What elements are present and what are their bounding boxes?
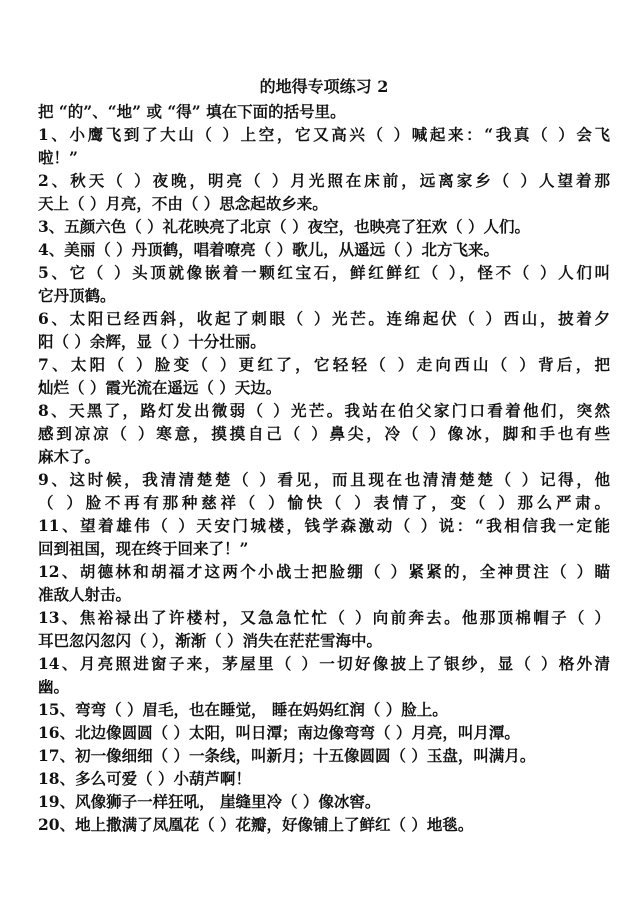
question-item-2 xyxy=(38,169,610,215)
question-line: 感到凉凉（ ）寒意，摸摸自己（ ）鼻尖，冷（ ）像冰，脚和手也有些 xyxy=(38,424,610,443)
question-item-6 xyxy=(38,307,610,353)
question-item-9 xyxy=(38,468,610,514)
question-line: 8、天黑了，路灯发出微弱（ ）光芒。我站在伯父家门口看着他们，突然 xyxy=(38,401,610,420)
question-line: 准敌人射击。 xyxy=(38,585,132,604)
question-line: 它丹顶鹤。 xyxy=(38,286,116,305)
question-item-19 xyxy=(38,790,610,813)
question-item-1 xyxy=(38,123,610,169)
question-item-14 xyxy=(38,652,610,698)
question-line: 18、多么可爱（ ）小葫芦啊！ xyxy=(38,769,251,788)
question-item-12 xyxy=(38,560,610,606)
question-line: 5、它（ ）头顶就像嵌着一颗红宝石，鲜红鲜红（ ），怪不（ ）人们叫 xyxy=(38,263,610,282)
question-line: 12、胡德林和胡福才这两个小战士把脸绷（ ）紧紧的，全神贯注（ ）瞄 xyxy=(38,562,610,581)
question-item-3 xyxy=(38,215,610,238)
question-line: 4、美丽（ ）丹顶鹤，唱着嘹亮（ ）歌儿，从遥远（ ）北方飞来。 xyxy=(38,240,499,259)
question-item-16 xyxy=(38,721,610,744)
question-item-20 xyxy=(38,813,610,836)
question-item-15 xyxy=(38,698,610,721)
question-line: 19、风像狮子一样狂吼， 崖缝里冷（ ）像冰窖。 xyxy=(38,792,381,811)
question-list xyxy=(38,123,610,836)
question-line: （ ）脸不再有那种慈祥（ ）愉快（ ）表情了，变（ ）那么严肃。 xyxy=(38,493,610,512)
page-title: 的地得专项练习 2 xyxy=(259,77,389,96)
question-line: 1、小鹰飞到了大山（ ）上空，它又高兴（ ）喊起来：“我真（ ）会飞 xyxy=(38,125,610,144)
question-line: 2、秋天（ ）夜晚，明亮（ ）月光照在床前，远离家乡（ ）人望着那 xyxy=(38,171,610,190)
question-line: 回到祖国，现在终于回来了！” xyxy=(38,539,249,558)
question-line: 6、太阳已经西斜，收起了刺眼（ ）光芒。连绵起伏（ ）西山，披着夕 xyxy=(38,309,610,328)
question-line: 麻木了。 xyxy=(38,447,101,466)
question-line: 啦！” xyxy=(38,148,78,167)
question-line: 20、地上撒满了凤凰花（ ）花瓣，好像铺上了鲜红（ ）地毯。 xyxy=(38,815,474,834)
question-item-18 xyxy=(38,767,610,790)
question-line: 17、初一像细细（ ）一条线，叫新月；十五像圆圆（ ）玉盘，叫满月。 xyxy=(38,746,536,765)
question-item-13 xyxy=(38,606,610,652)
question-item-4 xyxy=(38,238,610,261)
worksheet-page xyxy=(38,76,610,836)
question-line: 15、弯弯（ ）眉毛，也在睡觉， 睡在妈妈红润（ ）脸上。 xyxy=(38,700,448,719)
question-line: 3、五颜六色（ ）礼花映亮了北京（ ）夜空，也映亮了狂欢（ ）人们。 xyxy=(38,217,530,236)
question-item-5 xyxy=(38,261,610,307)
question-line: 13、焦裕禄出了许楼村，又急急忙忙（ ）向前奔去。他那顶棉帽子（ ） xyxy=(38,608,610,627)
question-line: 14、月亮照进窗子来，茅屋里（ ）一切好像披上了银纱，显（ ）格外清 xyxy=(38,654,610,673)
question-line: 7、太阳（ ）脸变（ ）更红了，它轻轻（ ）走向西山（ ）背后，把 xyxy=(38,355,610,374)
question-line: 幽。 xyxy=(38,677,70,696)
question-line: 灿烂（ ）霞光流在遥远（ ）天边。 xyxy=(38,378,282,397)
question-item-7 xyxy=(38,353,610,399)
question-line: 阳（ ）余辉，显（ ）十分壮丽。 xyxy=(38,332,266,351)
question-line: 16、北边像圆圆（ ）太阳，叫日潭；南边像弯弯（ ）月亮，叫月潭。 xyxy=(38,723,520,742)
question-line: 11、望着雄伟（ ）天安门城楼，钱学森激动（ ）说：“我相信我一定能 xyxy=(38,516,610,535)
instruction-text: 把 “的”、“地” 或 “得” 填在下面的括号里。 xyxy=(38,102,346,121)
question-line: 耳巴忽闪忽闪（ ），渐渐（ ）消失在茫茫雪海中。 xyxy=(38,631,383,650)
question-line: 天上（ ）月亮，不由（ ）思念起故乡来。 xyxy=(38,194,328,213)
question-item-8 xyxy=(38,399,610,468)
question-line: 9、这时候，我清清楚楚（ ）看见，而且现在也清清楚楚（ ）记得，他 xyxy=(38,470,610,489)
question-item-17 xyxy=(38,744,610,767)
question-item-11 xyxy=(38,514,610,560)
